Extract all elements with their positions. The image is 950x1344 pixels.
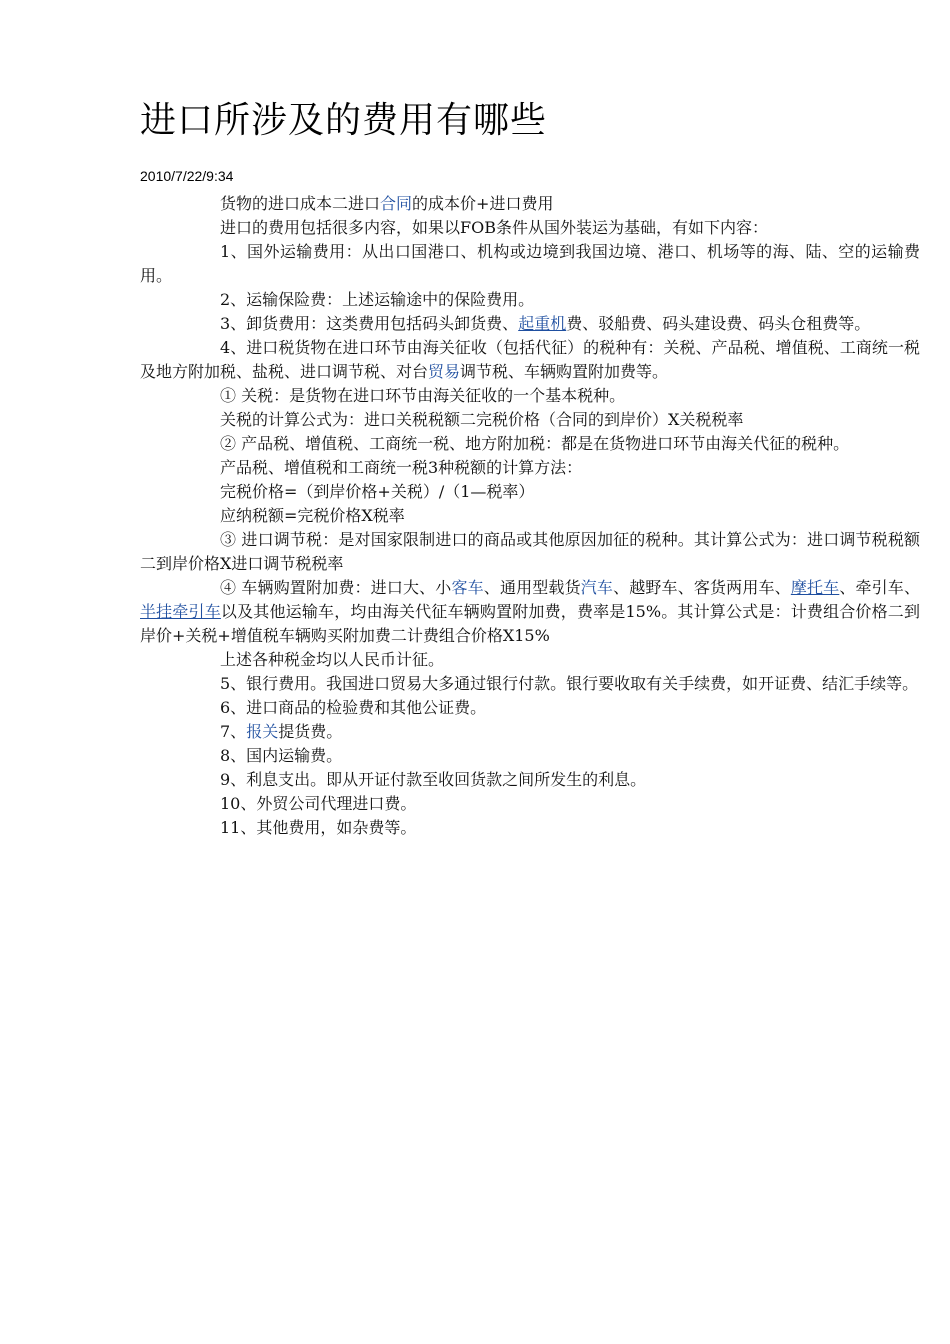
paragraph-text: 调节税、车辆购置附加费等。 xyxy=(460,362,669,381)
paragraph-text: 、越野车、客货两用车、 xyxy=(613,578,791,597)
paragraph-text: 3、卸货费用：这类费用包括码头卸货费、 xyxy=(220,314,519,333)
paragraph xyxy=(140,576,920,648)
paragraph xyxy=(140,456,920,480)
paragraph-text: 11、其他费用，如杂费等。 xyxy=(220,818,417,837)
inline-link[interactable]: 合同 xyxy=(380,194,413,213)
paragraph xyxy=(140,696,920,720)
article-body xyxy=(140,192,920,840)
paragraph-text: 、牵引车、 xyxy=(839,578,920,597)
paragraph-text: 2、运输保险费：上述运输途中的保险费用。 xyxy=(220,290,535,309)
paragraph xyxy=(140,648,920,672)
paragraph xyxy=(140,792,920,816)
paragraph xyxy=(140,720,920,744)
paragraph xyxy=(140,240,920,288)
paragraph-text: 9、利息支出。即从开证付款至收回货款之间所发生的利息。 xyxy=(220,770,647,789)
paragraph-text: 产品税、增值税和工商统一税3种税额的计算方法： xyxy=(220,458,583,477)
paragraph-text: ③ 进口调节税：是对国家限制进口的商品或其他原因加征的税种。其计算公式为：进口调节税税额二到岸价格X进口调节税税率 xyxy=(140,530,920,573)
paragraph-text: 上述各种税金均以人民币计征。 xyxy=(220,650,445,669)
paragraph xyxy=(140,504,920,528)
paragraph-text: 1、国外运输费用：从出口国港口、机构或边境到我国边境、港口、机场等的海、陆、空的运输费用。 xyxy=(140,242,920,285)
post-date: 2010/7/22/9:34 xyxy=(140,168,234,184)
paragraph-text: 7、 xyxy=(220,722,247,741)
paragraph-text: 8、国内运输费。 xyxy=(220,746,343,765)
paragraph-text: 10、外贸公司代理进口费。 xyxy=(220,794,417,813)
paragraph xyxy=(140,528,920,576)
paragraph-text: 、通用型载货 xyxy=(483,578,581,597)
paragraph-text: ① 关税：是货物在进口环节由海关征收的一个基本税种。 xyxy=(220,386,626,405)
inline-link[interactable]: 半挂牵引车 xyxy=(140,602,221,621)
paragraph xyxy=(140,336,920,384)
paragraph-text: 关税的计算公式为：进口关税税额二完税价格（合同的到岸价）X关税税率 xyxy=(220,410,744,429)
paragraph xyxy=(140,408,920,432)
paragraph-text: 4、进口税货物在进口环节由海关征收（包括代征）的税种有：关税、产品税、增值税、工商统一税及地方附加税、盐税、进口调节税、对台 xyxy=(140,338,920,381)
paragraph-text: 完税价格=（到岸价格+关税）/（1—税率） xyxy=(220,482,535,501)
paragraph xyxy=(140,312,920,336)
paragraph-text: ② 产品税、增值税、工商统一税、地方附加税：都是在货物进口环节由海关代征的税种。 xyxy=(220,434,850,453)
paragraph-text: 进口的费用包括很多内容，如果以FOB条件从国外装运为基础，有如下内容： xyxy=(220,218,768,237)
paragraph xyxy=(140,192,920,216)
paragraph xyxy=(140,744,920,768)
paragraph xyxy=(140,768,920,792)
paragraph-text: 提货费。 xyxy=(278,722,343,741)
paragraph xyxy=(140,216,920,240)
paragraph-text: 以及其他运输车，均由海关代征车辆购置附加费，费率是15%。其计算公式是：计费组合价格二到岸价+关税+增值税车辆购买附加费二计费组合价格X15% xyxy=(140,602,920,645)
paragraph xyxy=(140,672,920,696)
paragraph xyxy=(140,384,920,408)
inline-link[interactable]: 摩托车 xyxy=(790,578,840,597)
paragraph-text: 货物的进口成本二进口 xyxy=(220,194,381,213)
paragraph xyxy=(140,816,920,840)
page-title: 进口所涉及的费用有哪些 xyxy=(140,100,548,141)
paragraph-text: 的成本价+进口费用 xyxy=(412,194,554,213)
paragraph-text: 应纳税额=完税价格X税率 xyxy=(220,506,405,525)
paragraph-text: 5、银行费用。我国进口贸易大多通过银行付款。银行要收取有关手续费，如开证费、结汇手续等。 xyxy=(220,674,919,693)
paragraph-text: ④ 车辆购置附加费：进口大、小 xyxy=(220,578,452,597)
paragraph-text: 费、驳船费、码头建设费、码头仓租费等。 xyxy=(566,314,871,333)
inline-link[interactable]: 贸易 xyxy=(428,362,461,381)
inline-link[interactable]: 汽车 xyxy=(580,578,614,597)
paragraph xyxy=(140,480,920,504)
inline-link[interactable]: 客车 xyxy=(451,578,484,597)
inline-link[interactable]: 报关 xyxy=(246,722,279,741)
paragraph-text: 6、进口商品的检验费和其他公证费。 xyxy=(220,698,487,717)
paragraph xyxy=(140,432,920,456)
inline-link[interactable]: 起重机 xyxy=(518,314,567,333)
paragraph xyxy=(140,288,920,312)
